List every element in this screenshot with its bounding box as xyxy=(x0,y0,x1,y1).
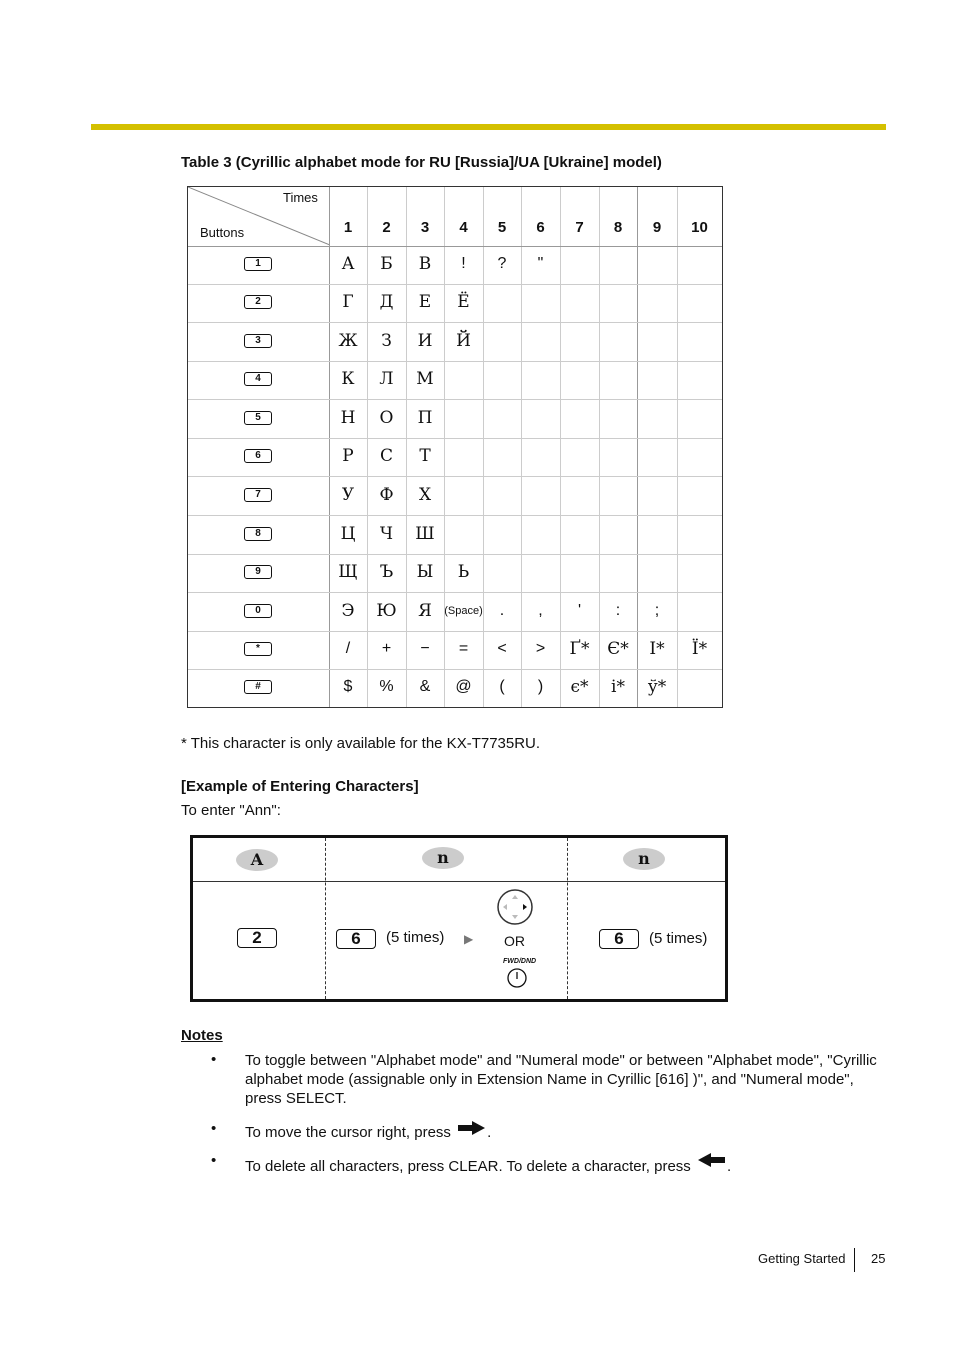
table-col-divider xyxy=(599,187,600,707)
table-cell: Т xyxy=(419,446,431,466)
dial-key-6-icon: 6 xyxy=(244,449,272,463)
table-cell: П xyxy=(417,407,433,428)
navigator-key-icon xyxy=(496,888,536,928)
table-cell: Л xyxy=(379,369,394,389)
table-row-divider xyxy=(188,476,722,477)
table-cell: Ї* xyxy=(691,639,708,659)
dial-key-5-icon: 5 xyxy=(244,411,272,425)
note-text: To delete all characters, press CLEAR. To delete a character, press xyxy=(245,1158,691,1175)
table-cell: Щ xyxy=(338,562,358,582)
table-cell: А xyxy=(341,254,355,274)
dial-key-8-icon: 8 xyxy=(244,527,272,541)
key-6-button: 6 xyxy=(599,929,639,949)
dial-key-star-icon: * xyxy=(244,642,272,656)
example-char-a: A xyxy=(236,849,278,871)
table-cell: ў* xyxy=(647,677,667,697)
column-number: 2 xyxy=(382,219,391,236)
example-col-divider xyxy=(567,838,568,999)
table-cell: є* xyxy=(570,677,589,697)
cyrillic-table xyxy=(187,186,723,708)
table-cell: + xyxy=(381,640,392,657)
table-cell: Ч xyxy=(379,523,394,544)
or-label: OR xyxy=(504,933,525,949)
column-number: 9 xyxy=(652,219,662,236)
bullet: • xyxy=(211,1051,217,1068)
column-number: 10 xyxy=(691,219,708,236)
table-row-divider xyxy=(188,399,722,400)
left-arrow-key-icon xyxy=(697,1152,727,1168)
footnote: * This character is only available for the KX-T7735RU. xyxy=(181,735,541,752)
table-cell: Е xyxy=(418,292,432,312)
table-row-divider xyxy=(188,322,722,323)
note-item: To toggle between "Alphabet mode" and "Numeral mode" or between "Alphabet mode", "Cyrillic alphabet mode (assignable only in Extension Name in Cyrillic [616] )", and "Numeral mode", press SELECT. xyxy=(245,1052,877,1107)
table-cell: Ж xyxy=(338,330,358,351)
table-cell: И xyxy=(417,330,433,351)
table-cell: : xyxy=(615,601,621,619)
dial-key-3-icon: 3 xyxy=(244,334,272,348)
column-number: 6 xyxy=(536,219,545,236)
table-row-divider xyxy=(188,592,722,593)
table-cell: Х xyxy=(418,484,432,505)
table-cell: $ xyxy=(343,678,353,695)
table-row-divider xyxy=(188,361,722,362)
table-cell: і* xyxy=(611,677,625,697)
table-cell: − xyxy=(420,640,430,657)
table-cell: Д xyxy=(379,292,394,312)
table-cell: І* xyxy=(649,639,665,659)
table-cell: Э xyxy=(341,600,355,621)
table-cell: Р xyxy=(342,446,354,466)
note-item xyxy=(245,1152,890,1176)
page-number: 25 xyxy=(871,1251,886,1266)
table-cell: Ґ* xyxy=(569,639,590,659)
dial-key-9-icon: 9 xyxy=(244,565,272,579)
times-label: (5 times) xyxy=(649,930,708,947)
table-row-divider xyxy=(188,284,722,285)
example-box xyxy=(190,835,728,1002)
table-row-divider xyxy=(188,438,722,439)
dial-key-7-icon: 7 xyxy=(244,488,272,502)
table-col-divider xyxy=(637,187,638,707)
dial-key-4-icon: 4 xyxy=(244,372,272,386)
dial-key-hash-icon: # xyxy=(244,680,272,694)
table-cell: О xyxy=(379,407,394,428)
table-cell: % xyxy=(379,678,394,695)
table-cell: Ь xyxy=(457,562,470,582)
fwd-dnd-label: FWD/DND xyxy=(503,958,537,965)
table-cell: У xyxy=(341,484,355,505)
example-char-n: n xyxy=(422,847,464,869)
column-number: 1 xyxy=(343,219,353,236)
play-arrow-icon: ▶ xyxy=(464,932,474,946)
column-number: 4 xyxy=(459,219,468,236)
table-cell: Н xyxy=(340,407,356,428)
times-label: (5 times) xyxy=(386,929,445,946)
table-cell: К xyxy=(341,369,355,389)
note-text: To move the cursor right, press xyxy=(245,1124,451,1141)
table-cell: ' xyxy=(577,601,582,619)
table-cell: , xyxy=(538,601,543,619)
column-number: 5 xyxy=(497,219,507,236)
table-cell: ( xyxy=(499,678,505,695)
table-cell: Є* xyxy=(607,639,629,659)
note-period: . xyxy=(726,1158,732,1175)
table-cell: Ё xyxy=(457,292,470,312)
note-item xyxy=(245,1120,890,1142)
table-row-divider xyxy=(188,669,722,670)
table-row-divider xyxy=(188,515,722,516)
table-cell: " xyxy=(537,255,544,272)
example-header-divider xyxy=(193,881,725,882)
table-col-divider xyxy=(677,187,678,707)
example-subtitle: To enter "Ann": xyxy=(181,802,281,819)
table-cell: > xyxy=(535,640,546,657)
table-row-divider xyxy=(188,554,722,555)
table-caption: Table 3 (Cyrillic alphabet mode for RU [Russia]/UA [Ukraine] model) xyxy=(181,154,662,171)
fwd-dnd-key-icon xyxy=(507,967,529,989)
table-cell: Й xyxy=(456,330,471,351)
table-cell: М xyxy=(416,369,434,389)
notes-title: Notes xyxy=(181,1027,223,1044)
dial-key-2-icon: 2 xyxy=(244,295,272,309)
table-cell: Ц xyxy=(340,523,356,544)
table-col-divider xyxy=(560,187,561,707)
table-cell: Я xyxy=(418,600,432,621)
table-cell: ; xyxy=(654,601,660,619)
header-rule xyxy=(91,124,886,130)
footer-section: Getting Started xyxy=(758,1251,846,1266)
note-period: . xyxy=(487,1124,492,1141)
key-2-button: 2 xyxy=(237,928,277,948)
table-cell: Ш xyxy=(415,523,435,544)
table-cell: З xyxy=(381,330,392,351)
table-cell: @ xyxy=(455,678,472,695)
table-cell: / xyxy=(345,640,351,657)
table-cell: ? xyxy=(497,255,507,272)
column-number: 8 xyxy=(613,219,623,236)
table-cell: (Space) xyxy=(444,604,483,617)
header-buttons: Buttons xyxy=(200,225,245,240)
bullet: • xyxy=(211,1152,217,1169)
table-cell: Ф xyxy=(379,484,394,505)
example-char-n: n xyxy=(623,848,665,870)
example-col-divider xyxy=(325,838,326,999)
table-cell: Ю xyxy=(376,600,397,621)
example-title: [Example of Entering Characters] xyxy=(181,778,419,795)
column-number: 3 xyxy=(420,219,430,236)
table-cell: . xyxy=(499,601,505,619)
table-cell: С xyxy=(379,446,393,466)
table-cell: Ъ xyxy=(379,562,394,582)
table-cell: ) xyxy=(537,678,544,695)
table-cell: = xyxy=(458,640,469,657)
table-cell: В xyxy=(418,254,432,274)
dial-key-0-icon: 0 xyxy=(244,604,272,618)
table-cell: < xyxy=(497,640,507,657)
table-cell: & xyxy=(419,678,431,695)
table-row-divider xyxy=(188,631,722,632)
footer-divider xyxy=(854,1248,855,1272)
key-6-button: 6 xyxy=(336,929,376,949)
bullet: • xyxy=(211,1120,217,1137)
column-number: 7 xyxy=(575,219,584,236)
table-cell: Б xyxy=(380,254,393,274)
dial-key-1-icon: 1 xyxy=(244,257,272,271)
header-times: Times xyxy=(283,190,318,205)
table-row-divider xyxy=(188,246,722,247)
table-cell: Ы xyxy=(416,562,434,582)
table-cell: Г xyxy=(342,292,354,312)
right-arrow-key-icon xyxy=(457,1120,487,1136)
table-cell: ! xyxy=(461,255,466,272)
